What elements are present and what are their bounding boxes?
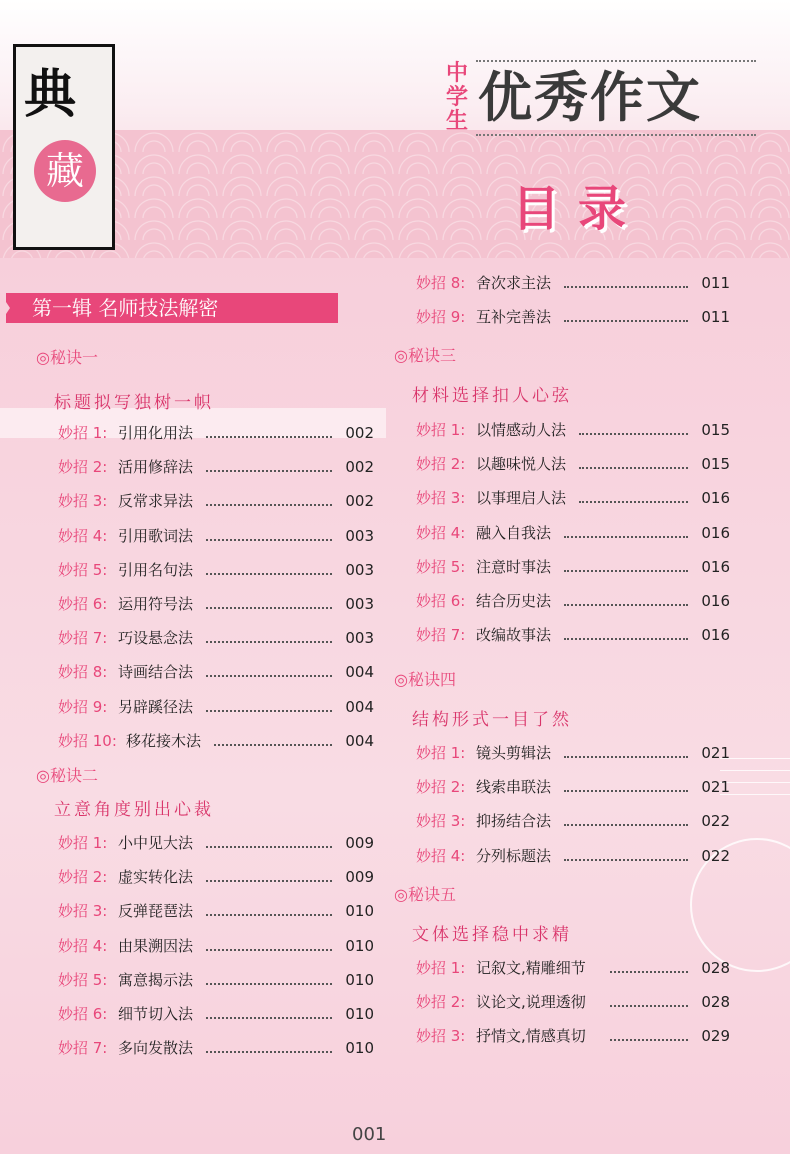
entry-title: 以情感动人法 bbox=[476, 421, 567, 439]
entry-title: 引用化用法 bbox=[118, 424, 194, 442]
entry-page-number: 016 bbox=[701, 523, 730, 542]
dot-leader bbox=[206, 846, 333, 848]
entry-title: 反弹琵琶法 bbox=[118, 902, 194, 921]
dot-leader bbox=[206, 983, 333, 985]
title-rule-top bbox=[476, 60, 756, 62]
entry-page-number: 028 bbox=[701, 959, 730, 977]
dot-leader bbox=[579, 501, 688, 503]
series-subtitle: 中学生 bbox=[446, 61, 469, 134]
entry-page-number: 003 bbox=[345, 629, 374, 648]
decorative-line bbox=[720, 794, 790, 795]
entry-tag: 妙招 1: bbox=[416, 421, 466, 439]
entry-title: 分列标题法 bbox=[476, 846, 552, 865]
entry-tag: 妙招 9: bbox=[416, 308, 466, 327]
entry-tag: 妙招 1: bbox=[416, 959, 466, 977]
entry-page-number: 010 bbox=[345, 970, 374, 989]
entry-page-number: 004 bbox=[345, 731, 374, 750]
dot-leader bbox=[610, 1039, 688, 1041]
entry-title: 巧设悬念法 bbox=[118, 629, 194, 648]
entry-tag: 妙招 2: bbox=[416, 455, 466, 474]
entry-page-number: 002 bbox=[345, 492, 374, 511]
entry-page-number: 010 bbox=[345, 1005, 374, 1023]
entry-title: 寓意揭示法 bbox=[118, 970, 194, 989]
entry-page-number: 010 bbox=[345, 936, 374, 955]
entry-page-number: 015 bbox=[701, 421, 730, 439]
entry-title: 议论文,说理透彻 bbox=[476, 993, 586, 1012]
dot-leader bbox=[206, 710, 333, 712]
dot-leader bbox=[579, 467, 688, 469]
dot-leader bbox=[206, 504, 333, 506]
entry-title: 活用修辞法 bbox=[118, 458, 194, 477]
entry-page-number: 003 bbox=[345, 526, 374, 545]
toc-entry[interactable] bbox=[58, 968, 374, 992]
section-title: 材料选择扣人心弦 bbox=[412, 386, 572, 406]
toc-entry[interactable] bbox=[58, 626, 374, 650]
dot-leader bbox=[206, 539, 333, 541]
entry-page-number: 009 bbox=[345, 868, 374, 887]
dot-leader bbox=[564, 638, 689, 640]
entry-tag: 妙招 4: bbox=[416, 523, 466, 542]
page-number: 001 bbox=[352, 1124, 387, 1145]
entry-page-number: 004 bbox=[345, 663, 374, 682]
toc-entry[interactable] bbox=[58, 1036, 374, 1060]
entry-title: 融入自我法 bbox=[476, 523, 552, 542]
toc-entry[interactable] bbox=[416, 775, 730, 799]
entry-page-number: 016 bbox=[701, 592, 730, 610]
entry-title: 反常求异法 bbox=[118, 492, 194, 511]
entry-title: 线索串联法 bbox=[476, 778, 552, 797]
dot-leader bbox=[564, 286, 689, 288]
entry-title: 由果溯因法 bbox=[118, 936, 194, 955]
contents-title: 目录 bbox=[512, 181, 645, 237]
toc-entry[interactable] bbox=[416, 418, 730, 442]
dot-leader bbox=[206, 1051, 333, 1053]
toc-entry[interactable] bbox=[58, 592, 374, 616]
entry-page-number: 010 bbox=[345, 1039, 374, 1058]
entry-tag: 妙招 2: bbox=[416, 778, 466, 797]
entry-page-number: 002 bbox=[345, 458, 374, 477]
entry-tag: 妙招 8: bbox=[416, 274, 466, 292]
toc-entry[interactable] bbox=[58, 421, 374, 445]
entry-title: 细节切入法 bbox=[118, 1005, 194, 1023]
toc-entry[interactable] bbox=[416, 589, 730, 613]
title-rule-bottom bbox=[476, 134, 756, 136]
entry-title: 小中见大法 bbox=[118, 834, 194, 852]
entry-title: 改编故事法 bbox=[476, 626, 552, 645]
entry-page-number: 003 bbox=[345, 595, 374, 613]
entry-tag: 妙招 6: bbox=[58, 1005, 108, 1023]
entry-tag: 妙招 1: bbox=[58, 424, 108, 442]
decorative-line bbox=[720, 758, 790, 759]
toc-entry[interactable] bbox=[416, 844, 730, 868]
dot-leader bbox=[206, 949, 333, 951]
entry-page-number: 016 bbox=[701, 557, 730, 576]
entry-title: 多向发散法 bbox=[118, 1039, 194, 1058]
section-title: 标题拟写独树一帜 bbox=[54, 393, 214, 413]
section-title: 立意角度别出心裁 bbox=[54, 800, 214, 820]
entry-tag: 妙招 7: bbox=[416, 626, 466, 645]
dot-leader bbox=[610, 971, 688, 973]
entry-tag: 妙招 4: bbox=[58, 526, 108, 545]
dot-leader bbox=[564, 604, 689, 606]
collection-char-cang: 藏 bbox=[34, 140, 96, 202]
toc-entry[interactable] bbox=[58, 729, 374, 753]
entry-page-number: 003 bbox=[345, 560, 374, 579]
toc-entry[interactable] bbox=[58, 558, 374, 582]
collection-char-dian: 典 bbox=[24, 64, 77, 125]
toc-entry[interactable] bbox=[58, 899, 374, 923]
entry-tag: 妙招 7: bbox=[58, 629, 108, 648]
dot-leader bbox=[206, 470, 333, 472]
entry-title: 注意时事法 bbox=[476, 557, 552, 576]
dot-leader bbox=[564, 570, 689, 572]
toc-entry[interactable] bbox=[416, 1024, 730, 1048]
entry-page-number: 016 bbox=[701, 489, 730, 508]
header bbox=[0, 0, 790, 258]
toc-entry[interactable] bbox=[416, 741, 730, 765]
entry-page-number: 002 bbox=[345, 424, 374, 442]
toc-entry[interactable] bbox=[416, 809, 730, 833]
section-label: ◎秘诀二 bbox=[36, 766, 98, 785]
toc-entry[interactable] bbox=[416, 956, 730, 980]
dot-leader bbox=[206, 880, 333, 882]
scallop-pattern bbox=[0, 130, 790, 258]
entry-tag: 妙招 2: bbox=[58, 458, 108, 477]
entry-title: 运用符号法 bbox=[118, 595, 194, 613]
toc-entry[interactable] bbox=[58, 865, 374, 889]
toc-entry[interactable] bbox=[416, 452, 730, 476]
section-label: ◎秘诀三 bbox=[394, 346, 456, 365]
toc-entry[interactable] bbox=[416, 305, 730, 329]
toc-entry[interactable] bbox=[416, 271, 730, 295]
decorative-line bbox=[720, 770, 790, 771]
entry-title: 抑扬结合法 bbox=[476, 812, 552, 831]
dot-leader bbox=[564, 756, 689, 758]
decorative-line bbox=[720, 782, 790, 783]
entry-tag: 妙招 1: bbox=[416, 744, 466, 762]
entry-tag: 妙招 8: bbox=[58, 663, 108, 682]
entry-title: 移花接木法 bbox=[126, 731, 202, 750]
toc-entry[interactable] bbox=[58, 831, 374, 855]
dot-leader bbox=[579, 433, 688, 435]
entry-title: 以事理启人法 bbox=[476, 489, 567, 508]
entry-title: 另辟蹊径法 bbox=[118, 697, 194, 716]
entry-page-number: 028 bbox=[701, 993, 730, 1012]
toc-entry[interactable] bbox=[416, 990, 730, 1014]
entry-tag: 妙招 2: bbox=[416, 993, 466, 1012]
entry-page-number: 004 bbox=[345, 697, 374, 716]
entry-tag: 妙招 6: bbox=[58, 595, 108, 613]
dot-leader bbox=[610, 1005, 688, 1007]
entry-title: 记叙文,精雕细节 bbox=[476, 959, 586, 977]
entry-title: 抒情文,情感真切 bbox=[476, 1027, 586, 1046]
entry-tag: 妙招 3: bbox=[416, 489, 466, 508]
entry-title: 诗画结合法 bbox=[118, 663, 194, 682]
entry-tag: 妙招 5: bbox=[58, 560, 108, 579]
entry-tag: 妙招 6: bbox=[416, 592, 466, 610]
dot-leader bbox=[206, 436, 333, 438]
toc-entry[interactable] bbox=[58, 489, 374, 513]
entry-title: 引用名句法 bbox=[118, 560, 194, 579]
toc-entry[interactable] bbox=[58, 1002, 374, 1026]
toc-entry[interactable] bbox=[416, 486, 730, 510]
entry-page-number: 011 bbox=[701, 308, 730, 327]
entry-tag: 妙招 3: bbox=[416, 812, 466, 831]
entry-page-number: 010 bbox=[345, 902, 374, 921]
entry-tag: 妙招 2: bbox=[58, 868, 108, 887]
dot-leader bbox=[564, 790, 689, 792]
section-title: 结构形式一目了然 bbox=[412, 710, 572, 730]
entry-page-number: 022 bbox=[701, 812, 730, 831]
entry-page-number: 029 bbox=[701, 1027, 730, 1046]
section-title: 文体选择稳中求精 bbox=[412, 925, 572, 945]
section-label: ◎秘诀五 bbox=[394, 885, 456, 904]
dot-leader bbox=[206, 641, 333, 643]
toc-entry[interactable] bbox=[58, 934, 374, 958]
entry-tag: 妙招 3: bbox=[416, 1027, 466, 1046]
series-title: 优秀作文 bbox=[478, 66, 702, 129]
dot-leader bbox=[564, 824, 689, 826]
entry-tag: 妙招 3: bbox=[58, 902, 108, 921]
section-label: ◎秘诀四 bbox=[394, 670, 456, 689]
toc-entry[interactable] bbox=[58, 524, 374, 548]
entry-tag: 妙招 3: bbox=[58, 492, 108, 511]
entry-tag: 妙招 10: bbox=[58, 731, 117, 750]
toc-entry[interactable] bbox=[416, 555, 730, 579]
entry-tag: 妙招 7: bbox=[58, 1039, 108, 1058]
entry-tag: 妙招 5: bbox=[58, 970, 108, 989]
toc-entry[interactable] bbox=[58, 695, 374, 719]
entry-title: 镜头剪辑法 bbox=[476, 744, 552, 762]
toc-entry[interactable] bbox=[416, 521, 730, 545]
dot-leader bbox=[564, 859, 689, 861]
entry-title: 引用歌词法 bbox=[118, 526, 194, 545]
dot-leader bbox=[214, 744, 333, 746]
entry-page-number: 016 bbox=[701, 626, 730, 645]
part-banner: 第一辑 名师技法解密 bbox=[6, 293, 338, 323]
entry-page-number: 015 bbox=[701, 455, 730, 474]
dot-leader bbox=[206, 573, 333, 575]
entry-page-number: 009 bbox=[345, 834, 374, 852]
entry-tag: 妙招 4: bbox=[416, 846, 466, 865]
dot-leader bbox=[564, 320, 689, 322]
entry-title: 结合历史法 bbox=[476, 592, 552, 610]
entry-tag: 妙招 4: bbox=[58, 936, 108, 955]
dot-leader bbox=[206, 675, 333, 677]
entry-page-number: 021 bbox=[701, 744, 730, 762]
dot-leader bbox=[564, 536, 689, 538]
toc-entry[interactable] bbox=[58, 660, 374, 684]
toc-entry[interactable] bbox=[416, 623, 730, 647]
section-label: ◎秘诀一 bbox=[36, 348, 98, 367]
entry-page-number: 022 bbox=[701, 846, 730, 865]
dot-leader bbox=[206, 1017, 333, 1019]
entry-title: 互补完善法 bbox=[476, 308, 552, 327]
dot-leader bbox=[206, 914, 333, 916]
entry-title: 以趣味悦人法 bbox=[476, 455, 567, 474]
entry-tag: 妙招 1: bbox=[58, 834, 108, 852]
dot-leader bbox=[206, 607, 333, 609]
entry-title: 虚实转化法 bbox=[118, 868, 194, 887]
entry-page-number: 011 bbox=[701, 274, 730, 292]
entry-tag: 妙招 5: bbox=[416, 557, 466, 576]
entry-page-number: 021 bbox=[701, 778, 730, 797]
entry-tag: 妙招 9: bbox=[58, 697, 108, 716]
entry-title: 舍次求主法 bbox=[476, 274, 552, 292]
toc-entry[interactable] bbox=[58, 455, 374, 479]
